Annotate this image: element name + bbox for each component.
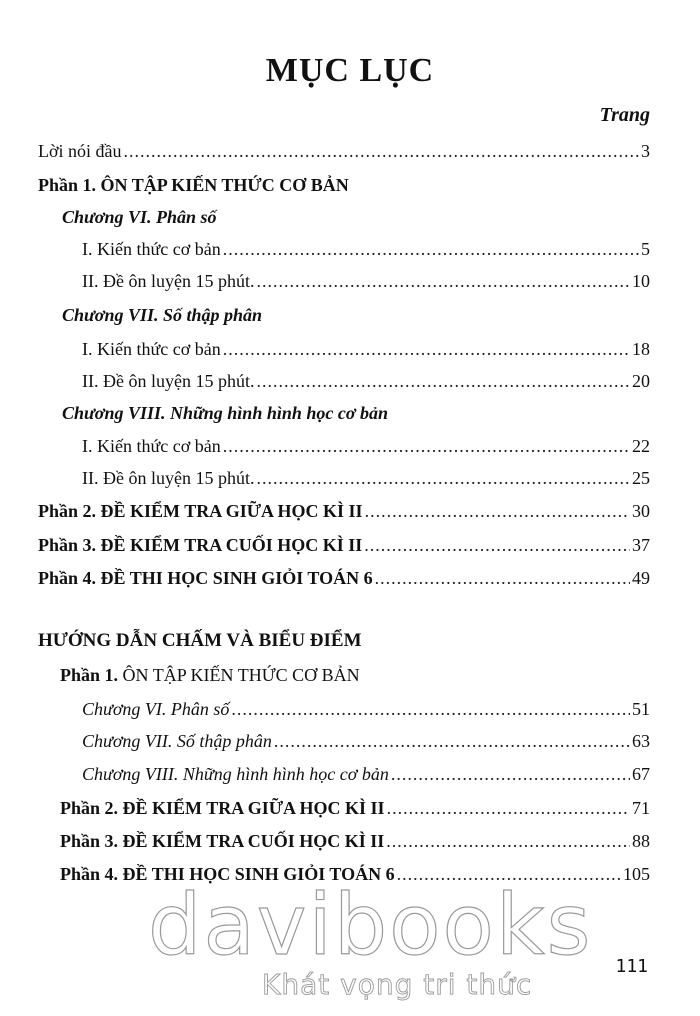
- toc-entry-label: Chương VII. Số thập phân: [82, 731, 272, 751]
- toc-entry-label: Chương VI. Phân số: [82, 699, 230, 719]
- toc-entry-part-2: [38, 499, 650, 523]
- answers-entry-part-3: [60, 829, 650, 853]
- toc-entry-label: I. Kiến thức cơ bản: [82, 339, 221, 359]
- answers-entry-part-2: [60, 796, 650, 820]
- dot-leader: [365, 499, 630, 523]
- toc-entry-page: 3: [641, 141, 650, 161]
- toc-entry-label: I. Kiến thức cơ bản: [82, 239, 221, 259]
- dot-leader: [124, 139, 639, 163]
- toc-entry-label: Chương VIII. Những hình hình học cơ bản: [82, 764, 389, 784]
- toc-entry-label: II. Đề ôn luyện 15 phút.: [82, 271, 255, 291]
- dot-leader: [386, 829, 630, 853]
- toc-entry: [82, 434, 650, 458]
- toc-entry: [82, 466, 650, 490]
- page-column-label: Trang: [599, 104, 650, 126]
- toc-entry-page: 10: [632, 271, 650, 291]
- toc-entry-page: 88: [632, 831, 650, 851]
- toc-entry-label: II. Đề ôn luyện 15 phút.: [82, 371, 255, 391]
- toc-entry-label: Phần 4. ĐỀ THI HỌC SINH GIỎI TOÁN 6: [60, 864, 395, 884]
- dot-leader: [274, 729, 630, 753]
- toc-entry-page: 63: [632, 731, 650, 751]
- toc-entry-page: 37: [632, 535, 650, 555]
- dot-leader: [256, 369, 630, 393]
- toc-entry-page: 51: [632, 699, 650, 719]
- toc-entry: [82, 369, 650, 393]
- dot-leader: [387, 796, 630, 820]
- toc-entry-page: 18: [632, 339, 650, 359]
- chapter-7-heading: Chương VII. Số thập phân: [62, 305, 263, 325]
- toc-entry-label: Phần 3. ĐỀ KIỂM TRA CUỐI HỌC KÌ II: [60, 831, 385, 851]
- page-title: MỤC LỤC: [265, 52, 435, 89]
- page-number: 111: [615, 956, 648, 977]
- dot-leader: [231, 697, 630, 721]
- toc-entry-label: Phần 2. ĐỀ KIỂM TRA GIỮA HỌC KÌ II: [60, 798, 385, 818]
- part-1-heading: Phần 1. ÔN TẬP KIẾN THỨC CƠ BẢN: [38, 175, 349, 195]
- dot-leader: [256, 466, 630, 490]
- toc-entry-page: 49: [632, 568, 650, 588]
- toc-entry-label: Lời nói đầu: [38, 141, 122, 161]
- toc-entry-page: 67: [632, 764, 650, 784]
- toc-entry-page: 25: [632, 468, 650, 488]
- toc-entry-page: 30: [632, 501, 650, 521]
- toc-entry-page: 71: [632, 798, 650, 818]
- answers-section-heading: HƯỚNG DẪN CHẤM VÀ BIỂU ĐIỂM: [38, 630, 362, 651]
- dot-leader: [391, 762, 630, 786]
- answers-entry: [82, 762, 650, 786]
- toc-entry-page: 20: [632, 371, 650, 391]
- toc-entry-label: I. Kiến thức cơ bản: [82, 436, 221, 456]
- toc-entry-preface: [38, 139, 650, 163]
- toc-entry-part-3: [38, 533, 650, 557]
- answers-part-1-heading: [60, 663, 360, 687]
- dot-leader: [256, 269, 630, 293]
- toc-entry: [82, 237, 650, 261]
- dot-leader: [375, 566, 630, 590]
- toc-entry-label: II. Đề ôn luyện 15 phút.: [82, 468, 255, 488]
- dot-leader: [223, 434, 630, 458]
- chapter-8-heading: Chương VIII. Những hình hình học cơ bản: [62, 403, 389, 423]
- toc-entry-page: 22: [632, 436, 650, 456]
- chapter-6-heading: Chương VI. Phân số: [62, 207, 217, 227]
- toc-entry: [82, 337, 650, 361]
- toc-entry: [82, 269, 650, 293]
- toc-entry-page: 5: [641, 239, 650, 259]
- dot-leader: [223, 237, 639, 261]
- answers-part-1-title: ÔN TẬP KIẾN THỨC CƠ BẢN: [118, 665, 360, 685]
- answers-entry: [82, 697, 650, 721]
- toc-entry-page: 105: [623, 864, 650, 884]
- toc-entry-label: Phần 3. ĐỀ KIỂM TRA CUỐI HỌC KÌ II: [38, 535, 363, 555]
- dot-leader: [223, 337, 630, 361]
- watermark-brand: davibooks: [148, 876, 593, 974]
- toc-entry-part-4: [38, 566, 650, 590]
- toc-entry-label: Phần 4. ĐỀ THI HỌC SINH GIỎI TOÁN 6: [38, 568, 373, 588]
- toc-entry-label: Phần 2. ĐỀ KIỂM TRA GIỮA HỌC KÌ II: [38, 501, 363, 521]
- watermark-tagline: Khát vọng tri thức: [262, 968, 533, 1001]
- answers-part-1-prefix: Phần 1.: [60, 665, 119, 685]
- dot-leader: [364, 533, 630, 557]
- answers-entry: [82, 729, 650, 753]
